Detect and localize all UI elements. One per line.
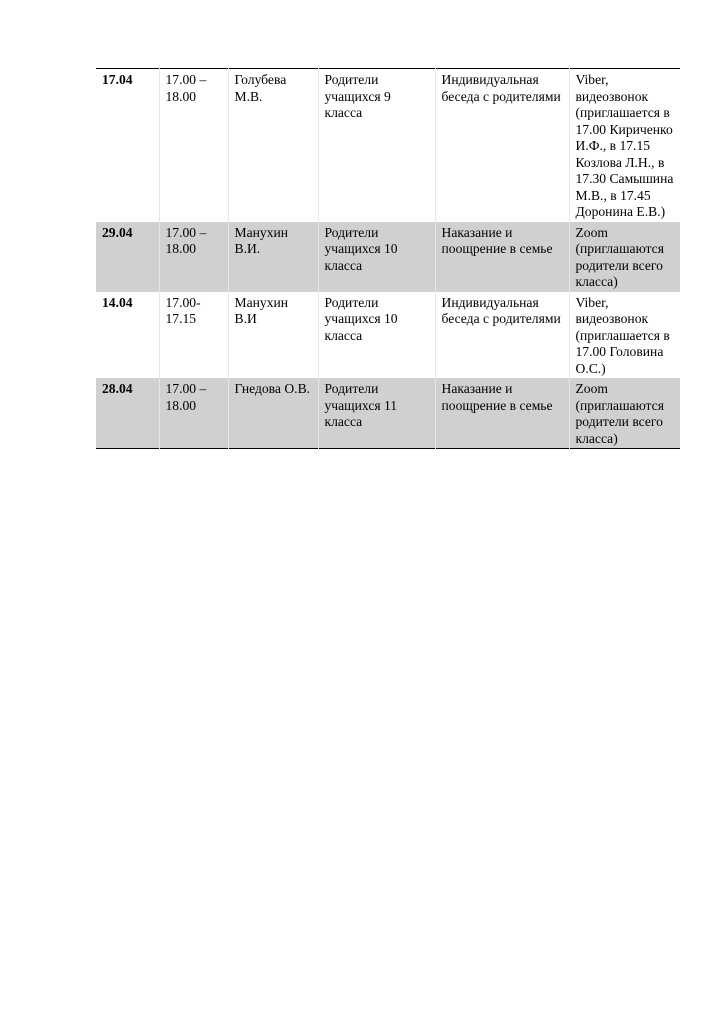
format-cell: Zoom (приглашаются родители всего класса) <box>569 222 680 292</box>
schedule-table <box>96 68 680 449</box>
format-cell: Viber, видеозвонок (приглашается в 17.00 Головина О.С.) <box>569 292 680 379</box>
teacher-cell: Манухин В.И. <box>228 222 318 292</box>
table-row <box>96 222 680 292</box>
time-cell: 17.00 – 18.00 <box>159 69 228 222</box>
table-row <box>96 69 680 222</box>
topic-cell: Наказание и поощрение в семье <box>435 222 569 292</box>
date-cell: 29.04 <box>96 222 159 292</box>
time-cell: 17.00- 17.15 <box>159 292 228 379</box>
date-cell: 17.04 <box>102 72 133 87</box>
topic-cell: Индивидуальная беседа с родителями <box>435 292 569 379</box>
audience-cell: Родители учащихся 9 класса <box>318 69 435 222</box>
topic-cell: Наказание и поощрение в семье <box>435 378 569 449</box>
teacher-cell: Манухин В.И <box>228 292 318 379</box>
audience-cell: Родители учащихся 10 класса <box>318 292 435 379</box>
format-cell: Viber, видеозвонок (приглашается в 17.00 Кириченко И.Ф., в 17.15 Козлова Л.Н., в 17.30 Самышина М.В., в 17.45 Доронина Е.В.) <box>569 69 680 222</box>
teacher-cell: Гнедова О.В. <box>228 378 318 449</box>
date-cell: 28.04 <box>96 378 159 449</box>
audience-cell: Родители учащихся 11 класса <box>318 378 435 449</box>
table-row <box>96 378 680 449</box>
topic-cell: Индивидуальная беседа с родителями <box>435 69 569 222</box>
table-row <box>96 292 680 379</box>
format-cell: Zoom (приглашаются родители всего класса) <box>569 378 680 449</box>
audience-cell: Родители учащихся 10 класса <box>318 222 435 292</box>
date-cell: 14.04 <box>102 294 133 310</box>
teacher-cell: Голубева М.В. <box>228 69 318 222</box>
time-cell: 17.00 – 18.00 <box>159 222 228 292</box>
time-cell: 17.00 – 18.00 <box>159 378 228 449</box>
